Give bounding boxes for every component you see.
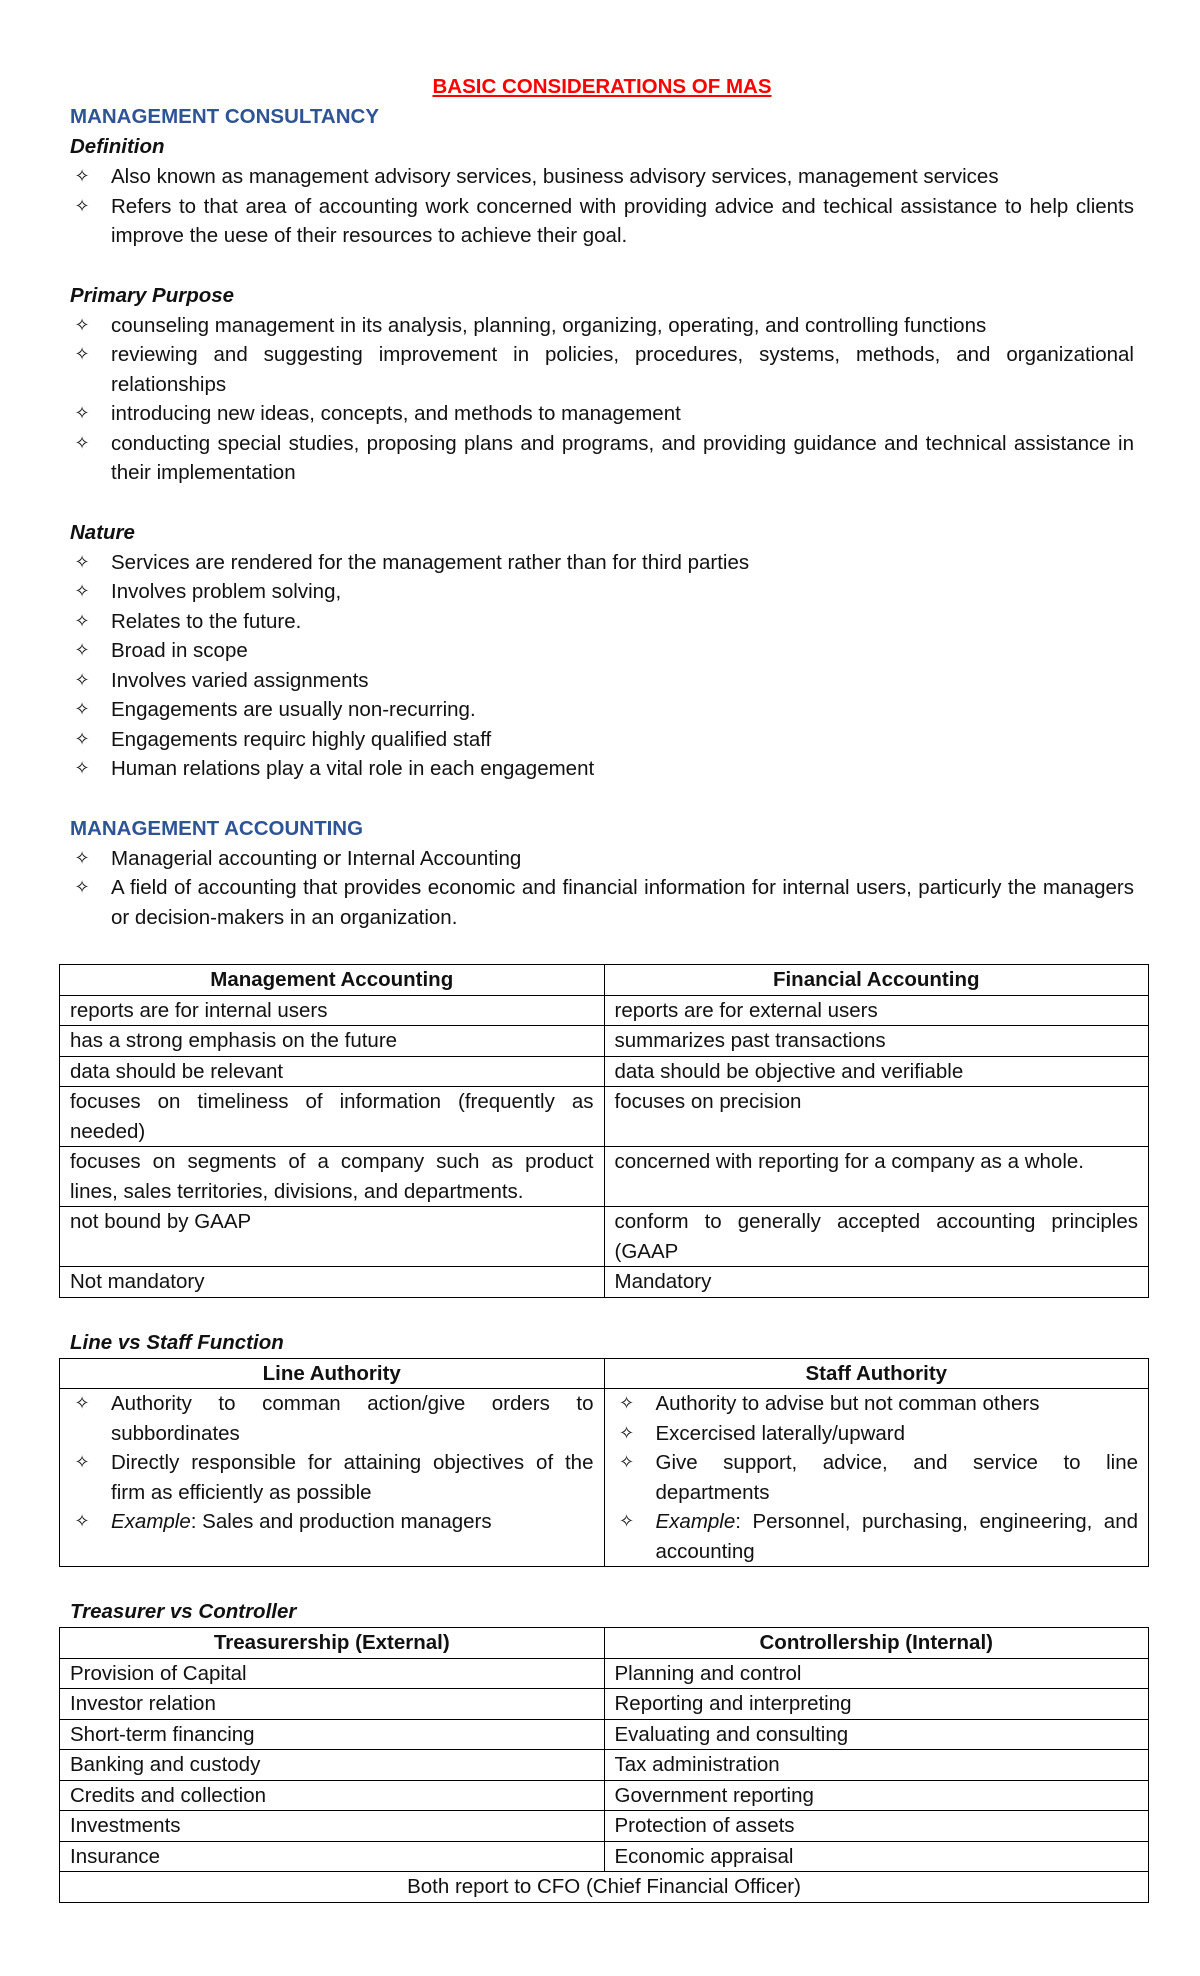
table-header: Treasurership (External) bbox=[60, 1628, 605, 1659]
list-item: ✧ Example: Sales and production managers bbox=[70, 1507, 594, 1537]
table-header: Line Authority bbox=[60, 1358, 605, 1389]
list-item: ✧ Refers to that area of accounting work concerned with providing advice and techical assistance to help clients improve the uese of their resources to achieve their goal. bbox=[70, 192, 1134, 251]
accounting-list bbox=[70, 844, 1134, 933]
document-page bbox=[70, 72, 1138, 1903]
comparison-table bbox=[59, 964, 1149, 1298]
bullet-icon: ✧ bbox=[74, 728, 90, 750]
bullet-icon: ✧ bbox=[74, 640, 90, 661]
list-item: ✧ Authority to comman action/give orders to subbordinates bbox=[70, 1389, 594, 1448]
subheading-primary-purpose: Primary Purpose bbox=[70, 283, 235, 307]
list-item: ✧ Involves varied assignments bbox=[70, 666, 1134, 696]
list-item: ✧ Engagements are usually non-recurring. bbox=[70, 695, 1134, 725]
bullet-icon: ✧ bbox=[74, 1452, 90, 1473]
line-authority-cell bbox=[60, 1389, 605, 1567]
list-item: ✧ Excercised laterally/upward bbox=[615, 1419, 1139, 1449]
staff-authority-cell bbox=[604, 1389, 1149, 1567]
bullet-icon: ✧ bbox=[74, 344, 90, 365]
table-row: reports are for internal users reports are for external users bbox=[60, 995, 1149, 1026]
bullet-icon: ✧ bbox=[74, 669, 90, 691]
definition-list bbox=[70, 162, 1134, 251]
bullet-icon: ✧ bbox=[618, 1511, 635, 1532]
list-item: ✧ Human relations play a vital role in each engagement bbox=[70, 754, 1134, 784]
list-item: ✧ Directly responsible for attaining objectives of the firm as efficiently as possible bbox=[70, 1448, 594, 1507]
document-title: BASIC CONSIDERATIONS OF MAS bbox=[432, 75, 772, 98]
list-item: ✧ introducing new ideas, concepts, and methods to management bbox=[70, 399, 1134, 429]
bullet-icon: ✧ bbox=[74, 166, 90, 187]
table-header: Financial Accounting bbox=[604, 965, 1149, 996]
list-item: ✧ Broad in scope bbox=[70, 636, 1134, 666]
bullet-icon: ✧ bbox=[74, 432, 90, 454]
list-item: ✧ Services are rendered for the management rather than for third parties bbox=[70, 548, 1134, 578]
bullet-icon: ✧ bbox=[74, 758, 90, 779]
table-header: Management Accounting bbox=[60, 965, 605, 996]
table-footer-row bbox=[60, 1872, 1149, 1903]
bullet-icon: ✧ bbox=[74, 847, 90, 869]
table-row: focuses on timeliness of information (frequently as needed) focuses on precision bbox=[60, 1087, 1149, 1147]
example-label: Example bbox=[111, 1510, 191, 1533]
bullet-icon: ✧ bbox=[618, 1422, 635, 1444]
example-label: Example bbox=[655, 1510, 736, 1533]
purpose-list bbox=[70, 311, 1134, 488]
table-row: Insurance Economic appraisal bbox=[60, 1841, 1149, 1872]
table-header: Controllership (Internal) bbox=[604, 1628, 1149, 1659]
bullet-icon: ✧ bbox=[74, 551, 90, 573]
table-header-row bbox=[60, 1358, 1149, 1389]
table-row: not bound by GAAP conform to generally accepted accounting principles (GAAP bbox=[60, 1207, 1149, 1267]
list-item: ✧ Relates to the future. bbox=[70, 607, 1134, 637]
subheading-line-staff: Line vs Staff Function bbox=[70, 1330, 284, 1354]
section-heading-consultancy: MANAGEMENT CONSULTANCY bbox=[70, 105, 380, 128]
line-staff-table bbox=[59, 1358, 1149, 1568]
table-header: Staff Authority bbox=[604, 1358, 1149, 1389]
table-row: data should be relevant data should be objective and verifiable bbox=[60, 1056, 1149, 1087]
list-item: ✧ Managerial accounting or Internal Accounting bbox=[70, 844, 1134, 874]
bullet-icon: ✧ bbox=[74, 195, 90, 217]
subheading-nature: Nature bbox=[70, 520, 135, 544]
bullet-icon: ✧ bbox=[74, 1511, 90, 1532]
table-header-row bbox=[60, 1628, 1149, 1659]
list-item: ✧ conducting special studies, proposing plans and programs, and providing guidance and technical assistance in their implementation bbox=[70, 429, 1134, 488]
table-row: Not mandatory Mandatory bbox=[60, 1267, 1149, 1298]
list-item: ✧ Involves problem solving, bbox=[70, 577, 1134, 607]
bullet-icon: ✧ bbox=[74, 610, 90, 632]
table-row bbox=[60, 1389, 1149, 1567]
table-row: Short-term financing Evaluating and consulting bbox=[60, 1719, 1149, 1750]
bullet-icon: ✧ bbox=[74, 877, 90, 898]
table-row: Banking and custody Tax administration bbox=[60, 1750, 1149, 1781]
list-item: ✧ Also known as management advisory services, business advisory services, management services bbox=[70, 162, 1134, 192]
table-footer: Both report to CFO (Chief Financial Officer) bbox=[60, 1872, 1149, 1903]
treasurer-controller-table bbox=[59, 1627, 1149, 1903]
bullet-icon: ✧ bbox=[618, 1393, 635, 1414]
table-row: Provision of Capital Planning and control bbox=[60, 1658, 1149, 1689]
list-item: ✧ counseling management in its analysis, planning, organizing, operating, and controlling functions bbox=[70, 311, 1134, 341]
list-item: ✧ Authority to advise but not comman others bbox=[615, 1389, 1139, 1419]
bullet-icon: ✧ bbox=[74, 314, 90, 336]
table-header-row bbox=[60, 965, 1149, 996]
subheading-definition: Definition bbox=[70, 135, 165, 158]
subheading-treasurer-controller: Treasurer vs Controller bbox=[70, 1600, 297, 1623]
table-row: has a strong emphasis on the future summarizes past transactions bbox=[60, 1026, 1149, 1057]
list-item: ✧ reviewing and suggesting improvement in policies, procedures, systems, methods, and organizational relationships bbox=[70, 340, 1134, 399]
bullet-icon: ✧ bbox=[618, 1452, 635, 1473]
table-row: Investor relation Reporting and interpreting bbox=[60, 1689, 1149, 1720]
table-row: Credits and collection Government reporting bbox=[60, 1780, 1149, 1811]
table-row: Investments Protection of assets bbox=[60, 1811, 1149, 1842]
list-item: ✧ Give support, advice, and service to line departments bbox=[615, 1448, 1139, 1507]
list-item: ✧ Engagements requirc highly qualified staff bbox=[70, 725, 1134, 755]
section-heading-accounting: MANAGEMENT ACCOUNTING bbox=[70, 816, 364, 840]
list-item: ✧ A field of accounting that provides economic and financial information for internal users, particurly the managers or decision-makers in an organization. bbox=[70, 873, 1134, 932]
list-item: ✧ Example: Personnel, purchasing, engineering, and accounting bbox=[615, 1507, 1139, 1566]
bullet-icon: ✧ bbox=[74, 403, 90, 424]
bullet-icon: ✧ bbox=[74, 1393, 90, 1414]
table-row: focuses on segments of a company such as product lines, sales territories, divisions, and departments. concerned with reporting for a company as a whole. bbox=[60, 1147, 1149, 1207]
nature-list bbox=[70, 548, 1134, 784]
bullet-icon: ✧ bbox=[74, 581, 90, 602]
bullet-icon: ✧ bbox=[74, 699, 90, 720]
